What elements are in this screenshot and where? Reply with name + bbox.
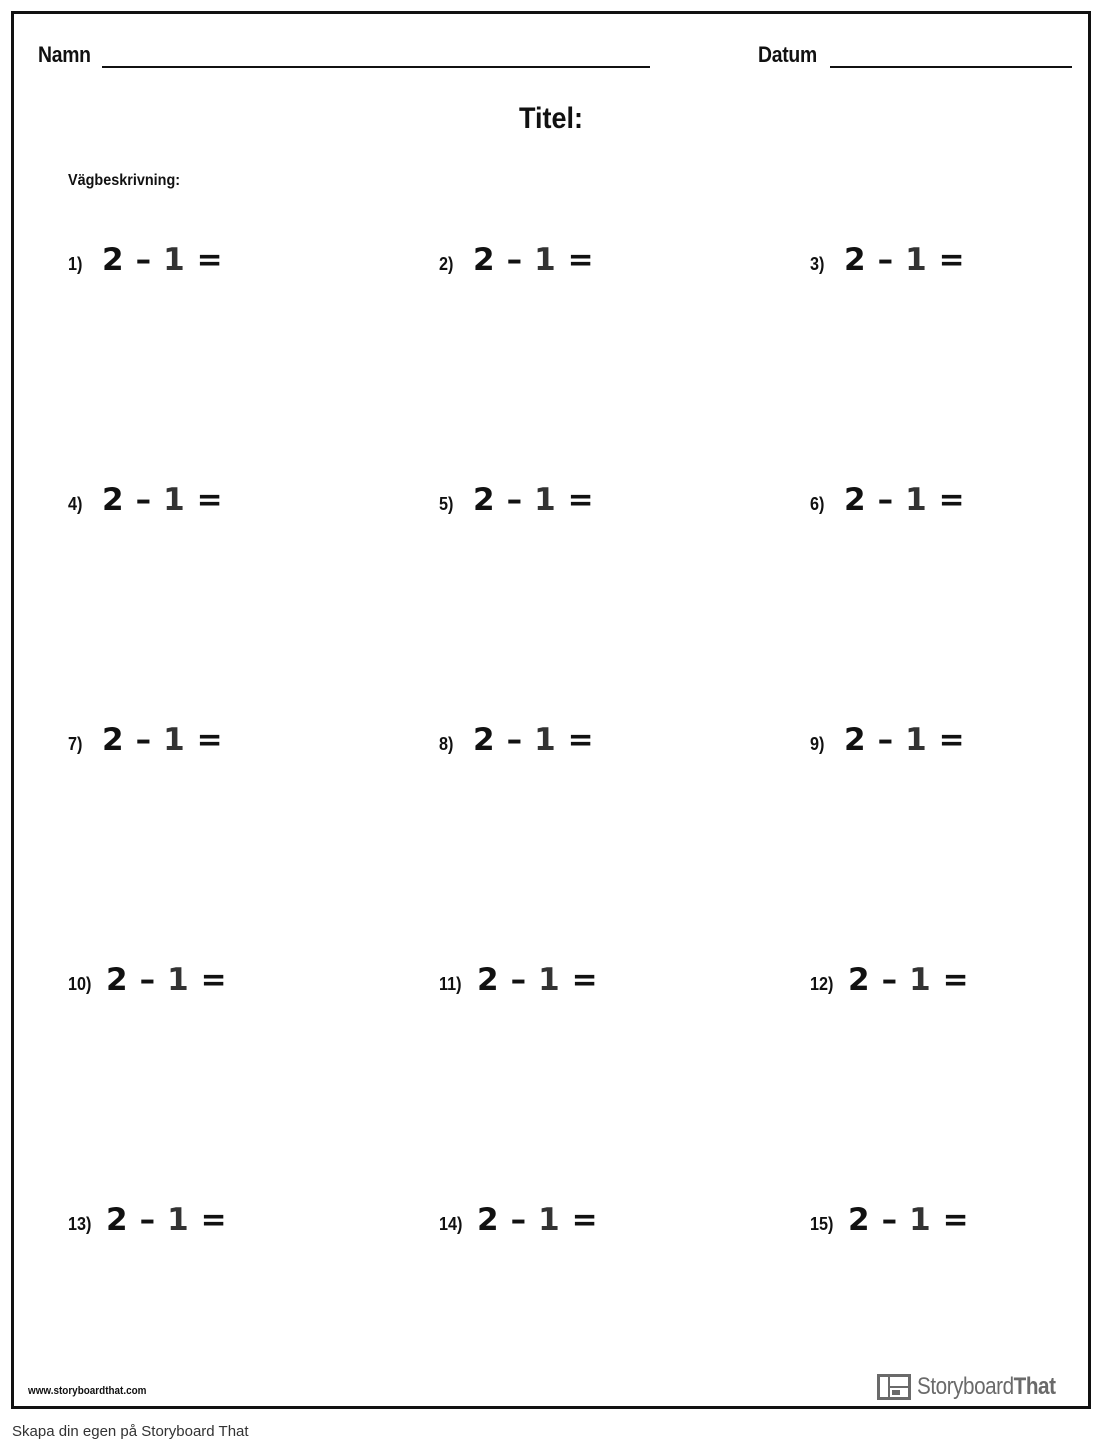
name-line xyxy=(102,66,650,68)
operand-2: 1 xyxy=(538,1202,560,1238)
operand-2: 1 xyxy=(167,1202,189,1238)
operand-1: 2 xyxy=(102,482,124,518)
problem-number: 2) xyxy=(439,254,454,274)
problem-number: 11) xyxy=(439,974,462,994)
operand-1: 2 xyxy=(106,1202,128,1238)
equals-sign: = xyxy=(942,1202,969,1238)
operand-1: 2 xyxy=(102,242,124,278)
problem-expression xyxy=(102,722,223,758)
equals-sign: = xyxy=(571,962,598,998)
minus-sign: – xyxy=(506,482,523,518)
problem-number: 8) xyxy=(439,734,454,754)
operand-1: 2 xyxy=(844,722,866,758)
problem-expression xyxy=(844,482,965,518)
minus-sign: – xyxy=(139,1202,156,1238)
math-problem xyxy=(810,242,1106,282)
problem-number: 7) xyxy=(68,734,83,754)
operand-2: 1 xyxy=(909,962,931,998)
equals-sign: = xyxy=(942,962,969,998)
problem-number: 10) xyxy=(68,974,92,994)
operand-1: 2 xyxy=(473,722,495,758)
equals-sign: = xyxy=(196,722,223,758)
page-caption: Skapa din egen på Storyboard That xyxy=(12,1423,249,1440)
problem-expression xyxy=(477,962,598,998)
problem-number: 13) xyxy=(68,1214,92,1234)
footer-url: www.storyboardthat.com xyxy=(28,1385,147,1397)
equals-sign: = xyxy=(567,722,594,758)
minus-sign: – xyxy=(510,962,527,998)
problem-expression xyxy=(844,242,965,278)
minus-sign: – xyxy=(135,722,152,758)
minus-sign: – xyxy=(881,1202,898,1238)
math-problem xyxy=(439,1202,759,1242)
operand-1: 2 xyxy=(106,962,128,998)
minus-sign: – xyxy=(877,722,894,758)
date-line xyxy=(830,66,1072,68)
operand-1: 2 xyxy=(473,482,495,518)
operand-2: 1 xyxy=(905,722,927,758)
date-label: Datum xyxy=(758,42,817,67)
problem-expression xyxy=(102,482,223,518)
problem-expression xyxy=(848,1202,969,1238)
operand-1: 2 xyxy=(473,242,495,278)
problem-number: 3) xyxy=(810,254,825,274)
operand-1: 2 xyxy=(102,722,124,758)
math-problem xyxy=(68,482,388,522)
worksheet-page xyxy=(11,11,1091,1409)
operand-2: 1 xyxy=(163,722,185,758)
problem-expression xyxy=(473,722,594,758)
name-label: Namn xyxy=(38,42,91,67)
problem-number: 4) xyxy=(68,494,83,514)
problem-expression xyxy=(473,482,594,518)
equals-sign: = xyxy=(567,482,594,518)
operand-1: 2 xyxy=(844,482,866,518)
math-problem xyxy=(68,962,388,1002)
operand-2: 1 xyxy=(534,722,556,758)
minus-sign: – xyxy=(877,482,894,518)
problem-expression xyxy=(477,1202,598,1238)
operand-2: 1 xyxy=(163,482,185,518)
problem-expression xyxy=(473,242,594,278)
math-problem xyxy=(810,1202,1106,1242)
problem-number: 1) xyxy=(68,254,83,274)
math-problem xyxy=(810,722,1106,762)
equals-sign: = xyxy=(200,1202,227,1238)
brand-logo xyxy=(877,1372,1078,1402)
math-problem xyxy=(439,482,759,522)
equals-sign: = xyxy=(196,242,223,278)
math-problem xyxy=(439,962,759,1002)
minus-sign: – xyxy=(135,242,152,278)
operand-2: 1 xyxy=(909,1202,931,1238)
equals-sign: = xyxy=(196,482,223,518)
minus-sign: – xyxy=(877,242,894,278)
operand-2: 1 xyxy=(167,962,189,998)
problem-expression xyxy=(848,962,969,998)
problem-number: 5) xyxy=(439,494,454,514)
problem-expression xyxy=(102,242,223,278)
operand-2: 1 xyxy=(905,242,927,278)
problem-expression xyxy=(106,962,227,998)
math-problem xyxy=(68,722,388,762)
operand-1: 2 xyxy=(848,962,870,998)
equals-sign: = xyxy=(200,962,227,998)
math-problem xyxy=(68,1202,388,1242)
minus-sign: – xyxy=(506,722,523,758)
operand-1: 2 xyxy=(477,1202,499,1238)
operand-1: 2 xyxy=(477,962,499,998)
math-problem xyxy=(810,962,1106,1002)
operand-2: 1 xyxy=(534,242,556,278)
operand-2: 1 xyxy=(534,482,556,518)
minus-sign: – xyxy=(506,242,523,278)
math-problem xyxy=(810,482,1106,522)
problem-number: 14) xyxy=(439,1214,463,1234)
problem-expression xyxy=(106,1202,227,1238)
operand-2: 1 xyxy=(538,962,560,998)
minus-sign: – xyxy=(135,482,152,518)
minus-sign: – xyxy=(881,962,898,998)
math-problem xyxy=(68,242,388,282)
operand-1: 2 xyxy=(848,1202,870,1238)
brand-text-bold: That xyxy=(1013,1373,1056,1400)
math-problem xyxy=(439,722,759,762)
equals-sign: = xyxy=(938,482,965,518)
math-problem xyxy=(439,242,759,282)
header-row xyxy=(38,42,1070,78)
operand-2: 1 xyxy=(163,242,185,278)
problem-number: 9) xyxy=(810,734,825,754)
operand-1: 2 xyxy=(844,242,866,278)
operand-2: 1 xyxy=(905,482,927,518)
directions-label: Vägbeskrivning: xyxy=(68,172,181,189)
equals-sign: = xyxy=(938,722,965,758)
storyboard-logo-icon xyxy=(877,1374,911,1400)
problem-number: 6) xyxy=(810,494,825,514)
problem-number: 15) xyxy=(810,1214,834,1234)
equals-sign: = xyxy=(567,242,594,278)
minus-sign: – xyxy=(510,1202,527,1238)
minus-sign: – xyxy=(139,962,156,998)
brand-text-light: Storyboard xyxy=(916,1373,1014,1400)
problem-expression xyxy=(844,722,965,758)
worksheet-title: Titel: xyxy=(518,102,584,135)
brand-text xyxy=(917,1373,1056,1401)
problem-number: 12) xyxy=(810,974,834,994)
equals-sign: = xyxy=(571,1202,598,1238)
equals-sign: = xyxy=(938,242,965,278)
